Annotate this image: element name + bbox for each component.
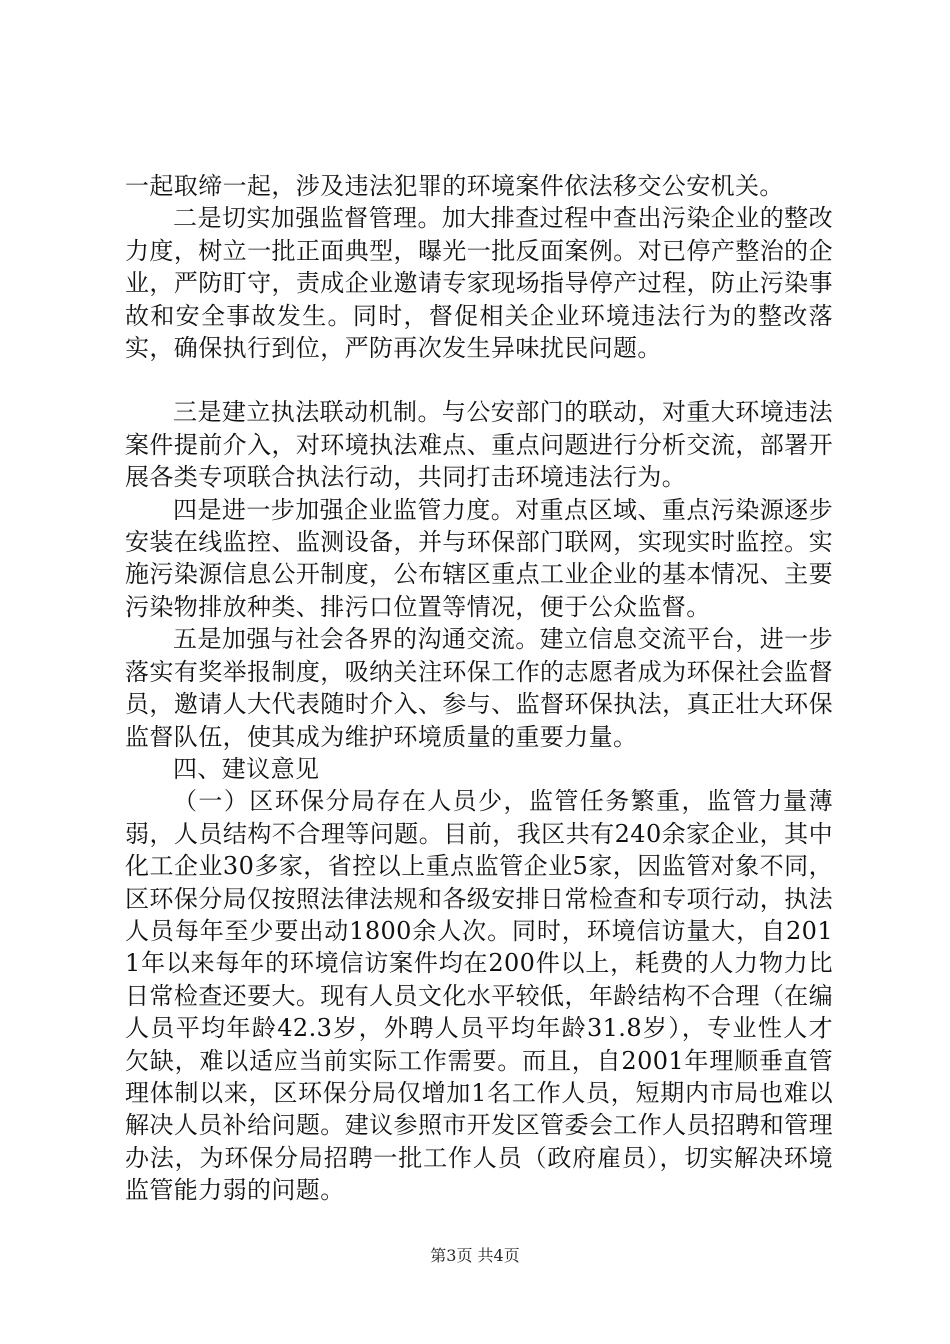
paragraph-communication: 五是加强与社会各界的沟通交流。建立信息交流平台，进一步落实有奖举报制度，吸纳关注环保工作的志愿者成为环保社会监督员，邀请人大代表随时介入、参与、监督环保执法，真正壮大环保监督队伍，使其成为维护环境质量的重要力量。 bbox=[125, 625, 833, 751]
paragraph-gap bbox=[125, 364, 833, 396]
page-footer: 第3页 共4页 bbox=[430, 1246, 520, 1265]
paragraph-enforcement-linkage: 三是建立执法联动机制。与公安部门的联动，对重大环境违法案件提前介入，对环境执法难点、重点问题进行分析交流，部署开展各类专项联合执法行动，共同打击环境违法行为。 bbox=[125, 398, 833, 492]
paragraph-enterprise-supervision: 四是进一步加强企业监管力度。对重点区域、重点污染源逐步安装在线监控、监测设备，并与环保部门联网，实现实时监控。实施污染源信息公开制度，公布辖区重点工业企业的基本情况、主要污染物排放种类、排污口位置等情况，便于公众监督。 bbox=[125, 495, 833, 621]
paragraph-continuation: 一起取缔一起，涉及违法犯罪的环境案件依法移交公安机关。 bbox=[125, 172, 784, 200]
document-body bbox=[125, 170, 833, 1207]
paragraph-supervision: 二是切实加强监督管理。加大排查过程中查出污染企业的整改力度，树立一批正面典型，曝光一批反面案例。对已停产整治的企业，严防盯守，责成企业邀请专家现场指导停产过程，防止污染事故和安全事故发生。同时，督促相关企业环境违法行为的整改落实，确保执行到位，严防再次发生异味扰民问题。 bbox=[125, 204, 833, 363]
section-heading-suggestions: 四、建议意见 bbox=[173, 754, 320, 783]
paragraph-suggestion-one: （一）区环保分局存在人员少，监管任务繁重，监管力量薄弱，人员结构不合理等问题。目前，我区共有240余家企业，其中化工企业30多家，省控以上重点监管企业5家，因监管对象不同，区环保分局仅按照法律法规和各级安排日常检查和专项行动，执法人员每年至少要出动1800余人次。同时，环境信访量大，自2011年以来每年的环境信访案件均在200件以上，耗费的人力物力比日常检查还要大。现有人员文化水平较低，年龄结构不合理（在编人员平均年龄42.3岁，外聘人员平均年龄31.8岁），专业性人才欠缺，难以适应当前实际工作需要。而且，自2001年理顺垂直管理体制以来，区环保分局仅增加1名工作人员，短期内市局也难以解决人员补给问题。建议参照市开发区管委会工作人员招聘和管理办法，为环保分局招聘一批工作人员（政府雇员），切实解决环境监管能力弱的问题。 bbox=[125, 787, 833, 1205]
